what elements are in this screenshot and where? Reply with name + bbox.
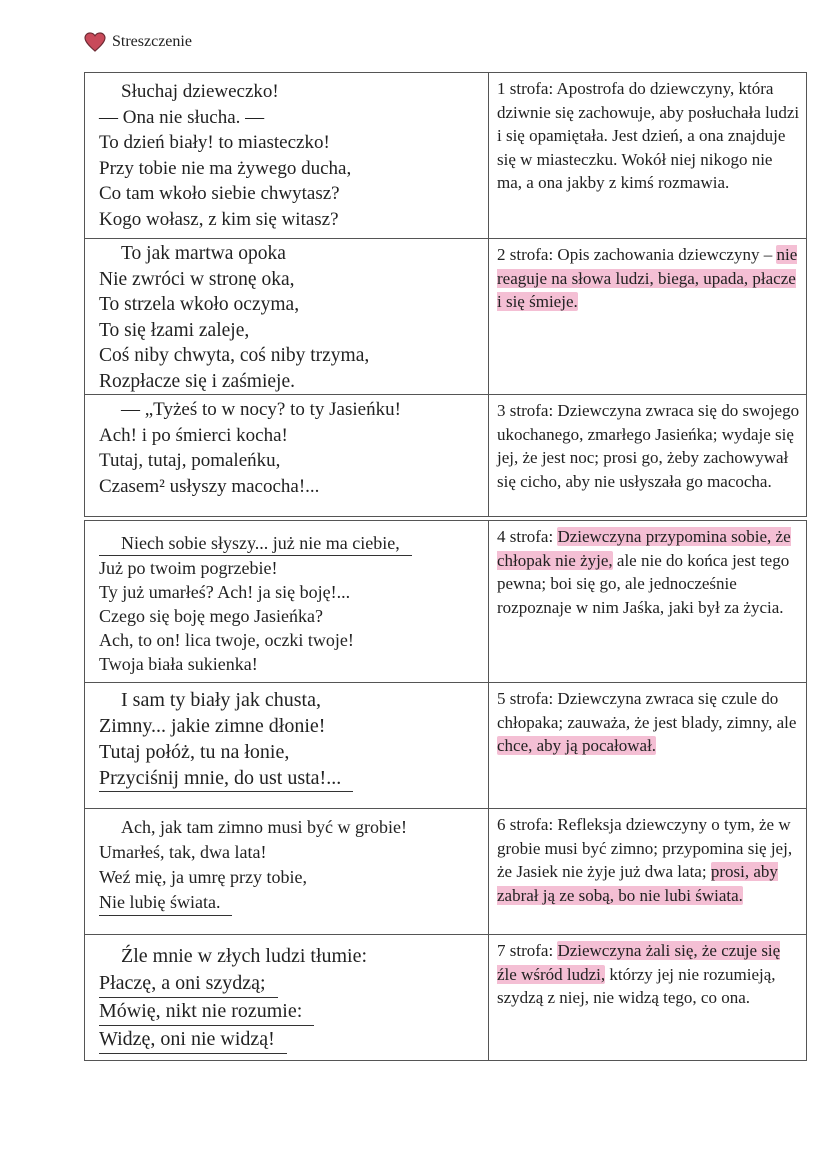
summary-table-1 <box>84 72 807 517</box>
poem-cell <box>85 935 489 1061</box>
poem-line: Tutaj, tutaj, pomaleńku, <box>99 450 281 471</box>
poem-cell <box>85 395 489 517</box>
poem-line: To strzela wkoło oczyma, <box>99 294 300 315</box>
poem-line: Płaczę, a oni szydzą; <box>99 970 278 998</box>
poem-line: Czego się boję mego Jasieńka? <box>99 606 323 626</box>
summary-cell <box>489 239 807 395</box>
poem-line: Twoja biała sukienka! <box>99 654 258 674</box>
summary-highlight: Dziewczyna żali się, że czuje się źle wśród ludzi, <box>497 941 781 984</box>
summary-table-2 <box>84 520 807 1061</box>
summary-text: 6 strofa: Refleksja dziewczyny o tym, że w grobie musi być zimno; przypomina się jej, że Jasiek nie żyje już dwa lata; prosi, aby zabrał ją ze sobą, bo nie lubi świata. <box>497 815 793 905</box>
poem-line: Tutaj połóż, tu na łonie, <box>99 741 290 763</box>
summary-text: 5 strofa: Dziewczyna zwraca się czule do chłopaka; zauważa, że jest blady, zimny, ale chce, aby ją pocałował. <box>497 689 797 755</box>
poem-cell <box>85 683 489 809</box>
summary-cell <box>489 521 807 683</box>
summary-cell <box>489 395 807 517</box>
poem-line: Nie zwróci w stronę oka, <box>99 268 295 290</box>
summary-highlight: Dziewczyna przypomina sobie, że chłopak nie żyje, <box>497 527 791 570</box>
poem-cell <box>85 239 489 395</box>
poem-line: To się łzami zaleje, <box>99 319 250 341</box>
poem-line: — „Tyżeś to w nocy? to ty Jasieńku! <box>121 399 401 420</box>
page-title: Streszczenie <box>112 33 192 50</box>
poem-line: Weź mię, ja umrę przy tobie, <box>99 867 307 887</box>
summary-highlight: prosi, aby zabrał ją ze sobą, bo nie lubi świata. <box>497 862 778 905</box>
poem-line: To jak martwa opoka <box>121 243 286 264</box>
poem-line: To dzień biały! to miasteczko! <box>99 132 330 153</box>
poem-line: I sam ty biały jak chusta, <box>121 689 321 711</box>
poem-cell <box>85 809 489 935</box>
poem-line: Ach, to on! lica twoje, oczki twoje! <box>99 630 354 650</box>
poem-line: Źle mnie w złych ludzi tłumie: <box>121 945 368 967</box>
poem-line: Kogo wołasz, z kim się witasz? <box>99 208 339 230</box>
poem-line: Przyciśnij mnie, do ust usta!... <box>99 765 353 792</box>
stanza-row-6 <box>85 809 807 935</box>
poem-line: Już po twoim pogrzebie! <box>99 558 278 578</box>
summary-highlight: chce, aby ją pocałował. <box>497 736 657 755</box>
poem-line: Czasem² usłyszy macocha!... <box>99 475 320 497</box>
poem-line: Przy tobie nie ma żywego ducha, <box>99 157 352 179</box>
summary-cell <box>489 683 807 809</box>
page-header <box>84 30 192 54</box>
poem-line: Widzę, oni nie widzą! <box>99 1026 287 1054</box>
poem-cell <box>85 73 489 239</box>
summary-text: 7 strofa: Dziewczyna żali się, że czuje się źle wśród ludzi, którzy jej nie rozumieją, szydzą z niej, nie widzą tego, co ona. <box>497 941 781 1007</box>
stanza-row-1 <box>85 73 807 239</box>
poem-line: Rozpłacze się i zaśmieje. <box>99 370 295 392</box>
summary-cell <box>489 73 807 239</box>
poem-line: Ach, jak tam zimno musi być w grobie! <box>121 817 407 837</box>
summary-text: 2 strofa: Opis zachowania dziewczyny – nie reaguje na słowa ludzi, biega, upada, płacze i się śmieje. <box>497 245 798 311</box>
summary-text: 4 strofa: Dziewczyna przypomina sobie, że chłopak nie żyje, ale nie do końca jest tego pewna; boi się go, ale jednocześnie rozpoznaje w nim Jaśka, jaki był za życia. <box>497 527 791 617</box>
poem-line: Słuchaj dzieweczko! <box>121 81 279 102</box>
stanza-row-4 <box>85 521 807 683</box>
poem-line: Mówię, nikt nie rozumie: <box>99 998 314 1026</box>
poem-cell <box>85 521 489 683</box>
stanza-row-7 <box>85 935 807 1061</box>
poem-line: Co tam wkoło siebie chwytasz? <box>99 183 340 204</box>
summary-cell <box>489 935 807 1061</box>
poem-line: — Ona nie słucha. — <box>99 106 265 128</box>
poem-line: Umarłeś, tak, dwa lata! <box>99 842 267 862</box>
poem-line: Niech sobie słyszy... już nie ma ciebie, <box>99 531 412 556</box>
stanza-row-2 <box>85 239 807 395</box>
stanza-row-3 <box>85 395 807 517</box>
poem-line: Ach! i po śmierci kocha! <box>99 424 288 446</box>
poem-line: Zimny... jakie zimne dłonie! <box>99 715 326 737</box>
summary-text: 1 strofa: Apostrofa do dziewczyny, która dziwnie się zachowuje, aby posłuchała ludzi i się opamiętała. Jest dzień, a ona znajduje się w miasteczku. Wokół niej nikogo nie ma, a ona jakby z kimś rozmawia. <box>497 79 800 192</box>
stanza-row-5 <box>85 683 807 809</box>
summary-cell <box>489 809 807 935</box>
heart-icon <box>84 32 106 52</box>
poem-line: Ty już umarłeś? Ach! ja się boję!... <box>99 582 351 602</box>
summary-text: 3 strofa: Dziewczyna zwraca się do swojego ukochanego, zmarłego Jasieńka; wydaje się jej, że jest noc; prosi go, żeby zachowywał się cicho, aby nie usłyszała go macocha. <box>497 401 800 491</box>
summary-highlight: nie reaguje na słowa ludzi, biega, upada, płacze i się śmieje. <box>497 245 798 311</box>
poem-line: Coś niby chwyta, coś niby trzyma, <box>99 345 370 366</box>
poem-line: Nie lubię świata. <box>99 890 232 916</box>
